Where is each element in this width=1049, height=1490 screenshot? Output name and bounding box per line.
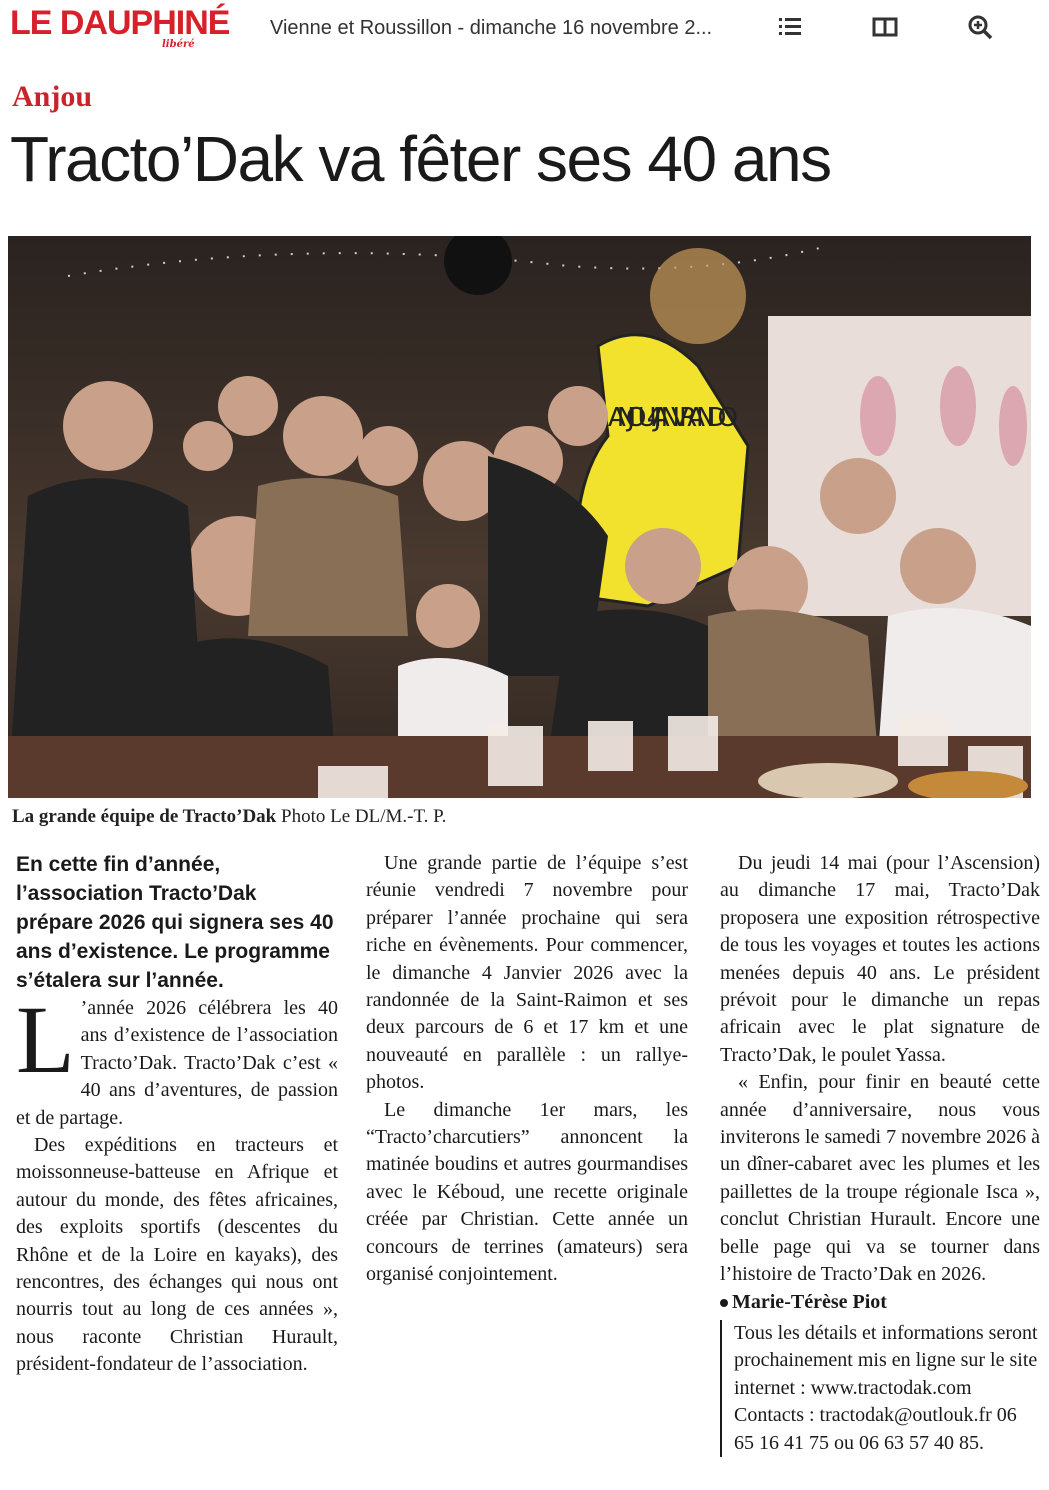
article-photo[interactable] [8, 236, 1031, 798]
article-headline: Tracto’Dak va fêter ses 40 ans [10, 123, 831, 195]
edition-title: Vienne et Roussillon - dimanche 16 novembre 2... [270, 17, 713, 39]
logo-subtext: libéré [162, 39, 195, 50]
caption-title: La grande équipe de Tracto’Dak [12, 806, 277, 827]
article-column-1 [16, 850, 338, 1379]
book-icon[interactable] [870, 12, 900, 42]
paragraph-5: Du jeudi 14 mai (pour l’Ascension) au dimanche 17 mai, Tracto’Dak proposera une exposition rétrospective de tous les voyages et toutes les actions menées depuis 40 ans. Le président prévoit pour le dimanche un repas africain avec le plat signature de Tracto’Dak, le poulet Yassa. [720, 852, 1040, 1066]
top-bar [0, 0, 1049, 60]
author-name: Marie-Térèse Piot [732, 1290, 887, 1313]
paragraph-1-text: ’année 2026 célébrera les 40 ans d’existence de l’association Tracto’Dak. Tracto’Dak c’est « 40 ans d’aventures, de passion et de partage. [16, 997, 338, 1129]
caption-credit: Photo Le DL/M.-T. P. [281, 806, 447, 827]
article-column-3 [720, 850, 1040, 1457]
paragraph-6: « Enfin, pour finir en beauté cette année d’anniversaire, nous vous inviterons le samedi 7 novembre 2026 à un dîner-cabaret avec les plumes et les paillettes de la troupe régionale Isca », conclut Christian Hurault. Encore une belle page qui va se tourner dans l’histoire de Tracto’Dak en 2026. [720, 1071, 1040, 1286]
drop-cap: L [16, 986, 75, 1093]
photo-caption [12, 806, 446, 828]
newspaper-logo[interactable] [10, 4, 230, 50]
paragraph-1 [16, 986, 338, 1132]
info-box: Tous les détails et informations seront prochainement mis en ligne sur le site internet : www.tractodak.com Contacts : tractodak@outlouk.fr 06 65 16 41 75 ou 06 63 57 40 85. [720, 1320, 1040, 1457]
article-column-2 [366, 850, 688, 1289]
article-lede: En cette fin d’année, l’association Tracto’Dak prépare 2026 qui signera ses 40 ans d’existence. Le programme s’étalera sur l’année. [16, 853, 334, 992]
photo-sign-text: ANJOU 4 JANV RANDO [608, 403, 738, 433]
zoom-in-icon[interactable] [965, 12, 995, 42]
logo-text: LE DAUPHINÉ [10, 4, 230, 42]
list-icon[interactable] [775, 12, 805, 42]
paragraph-3: Une grande partie de l’équipe s’est réunie vendredi 7 novembre pour préparer l’année prochaine qui sera riche en évènements. Pour commencer, le dimanche 4 Janvier 2026 avec la randonnée de la Saint-Raimon et ses deux parcours de 6 et 17 km et une nouveauté en parallèle : un rallye-photos. [366, 852, 688, 1094]
article-rubric: Anjou [12, 80, 93, 113]
paragraph-2: Des expéditions en tracteurs et moissonneuse-batteuse en Afrique et autour du monde, des fêtes africaines, des exploits sportifs (descentes du Rhône et de la Loire en kayaks), des rencontres, des échanges qui nous ont nourris tout au long de ces années », nous raconte Christian Hurault, président-fondateur de l’association. [16, 1134, 338, 1376]
article-author [720, 1289, 1040, 1316]
bullet-icon [720, 1299, 728, 1307]
paragraph-4: Le dimanche 1er mars, les “Tracto’charcutiers” annoncent la matinée boudins et autres gourmandises avec le Kéboud, une recette originale créée par Christian. Cette année un concours de terrines (amateurs) sera organisé conjointement. [366, 1098, 688, 1286]
